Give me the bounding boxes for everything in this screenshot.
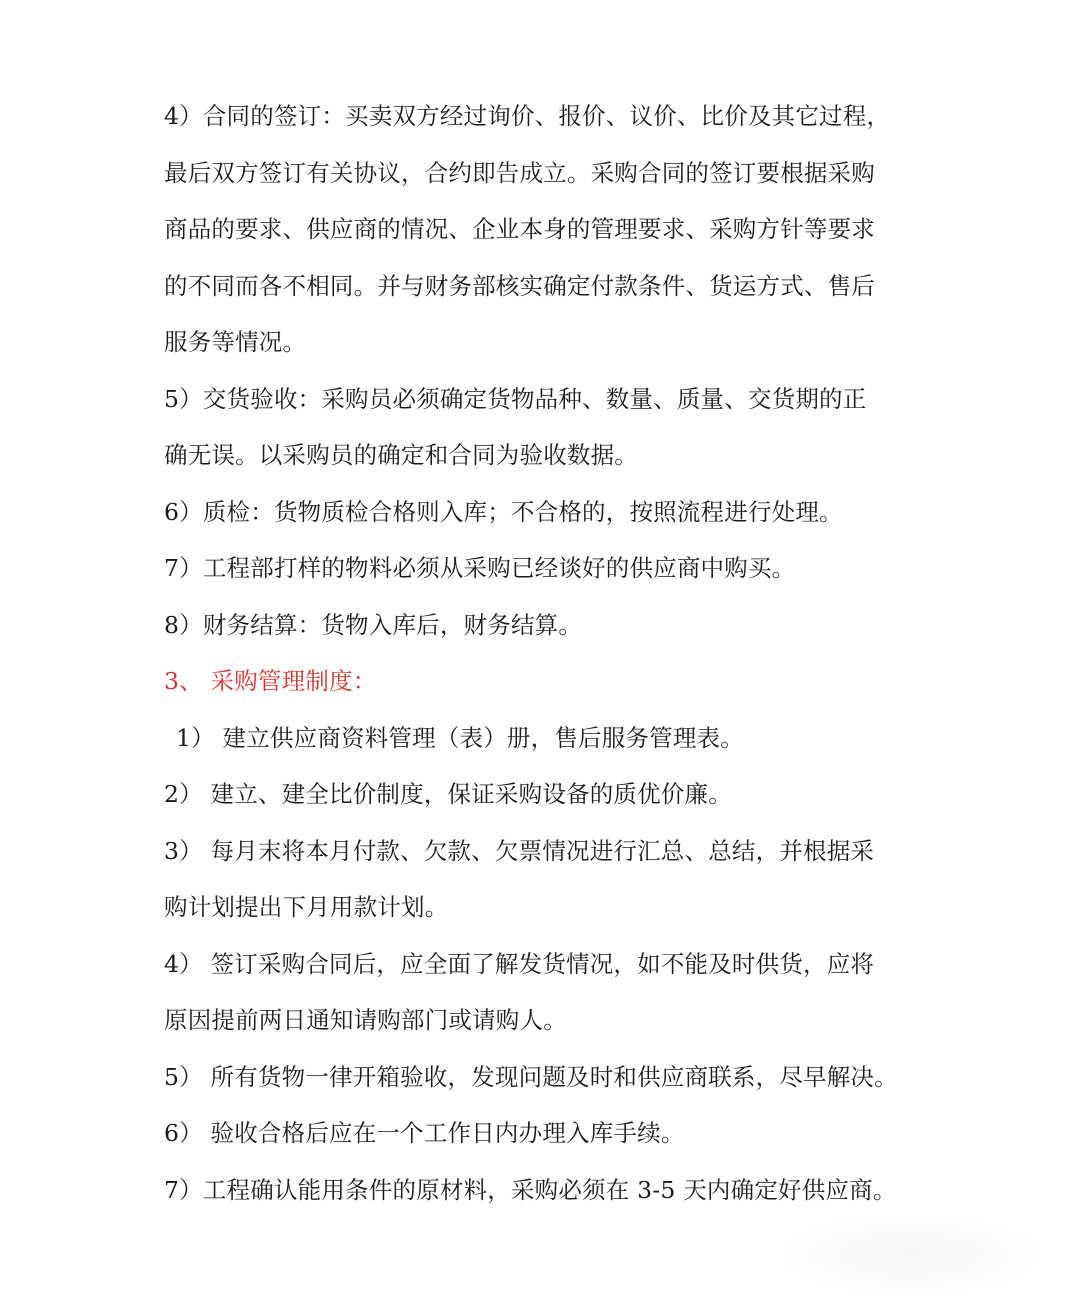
rule-3-monthly-summary-line-2: 购计划提出下月用款计划。 (164, 893, 449, 921)
paragraph-4-contract-line-1: 4）合同的签订：买卖双方经过询价、报价、议价、比价及其它过程， (164, 102, 891, 130)
paragraph-7-engineering-samples: 7）工程部打样的物料必须从采购已经谈好的供应商中购买。 (164, 554, 796, 582)
paragraph-8-settlement: 8）财务结算：货物入库后，财务结算。 (164, 610, 583, 639)
rule-6-warehousing: 6） 验收合格后应在一个工作日内办理入库手续。 (164, 1119, 685, 1147)
rule-3-monthly-summary-line-1: 3） 每月末将本月付款、欠款、欠票情况进行汇总、总结，并根据采 (164, 836, 875, 865)
rule-2-price-comparison: 2） 建立、建全比价制度，保证采购设备的质优价廉。 (164, 780, 732, 808)
rule-7-supplier-confirmation: 7）工程确认能用条件的原材料，采购必须在 3-5 天内确定好供应商。 (164, 1175, 897, 1204)
paragraph-6-quality-check: 6）质检：货物质检合格则入库；不合格的，按照流程进行处理。 (164, 497, 843, 526)
paragraph-4-contract-line-3: 商品的要求、供应商的情况、企业本身的管理要求、采购方针等要求 (164, 215, 875, 243)
section-3-heading: 3、 采购管理制度： (164, 667, 377, 695)
rule-5-unboxing-inspection: 5） 所有货物一律开箱验收，发现问题及时和供应商联系，尽早解决。 (164, 1062, 898, 1091)
document-body (164, 88, 924, 1218)
paragraph-5-delivery-line-1: 5）交货验收：采购员必须确定货物品种、数量、质量、交货期的正 (164, 384, 867, 413)
corner-smudge (780, 1215, 1040, 1295)
rule-4-delivery-tracking-line-2: 原因提前两日通知请购部门或请购人。 (164, 1006, 567, 1034)
paragraph-4-contract-line-5: 服务等情况。 (164, 328, 307, 356)
paragraph-4-contract-line-4: 的不同而各不相同。并与财务部核实确定付款条件、货运方式、售后 (164, 271, 875, 300)
paragraph-4-contract-line-2: 最后双方签订有关协议，合约即告成立。采购合同的签订要根据采购 (164, 158, 875, 187)
paragraph-5-delivery-line-2: 确无误。以采购员的确定和合同为验收数据。 (164, 441, 638, 469)
rule-1-supplier-records: 1） 建立供应商资料管理（表）册，售后服务管理表。 (176, 723, 744, 752)
rule-4-delivery-tracking-line-1: 4） 签订采购合同后，应全面了解发货情况，如不能及时供货，应将 (164, 949, 875, 978)
